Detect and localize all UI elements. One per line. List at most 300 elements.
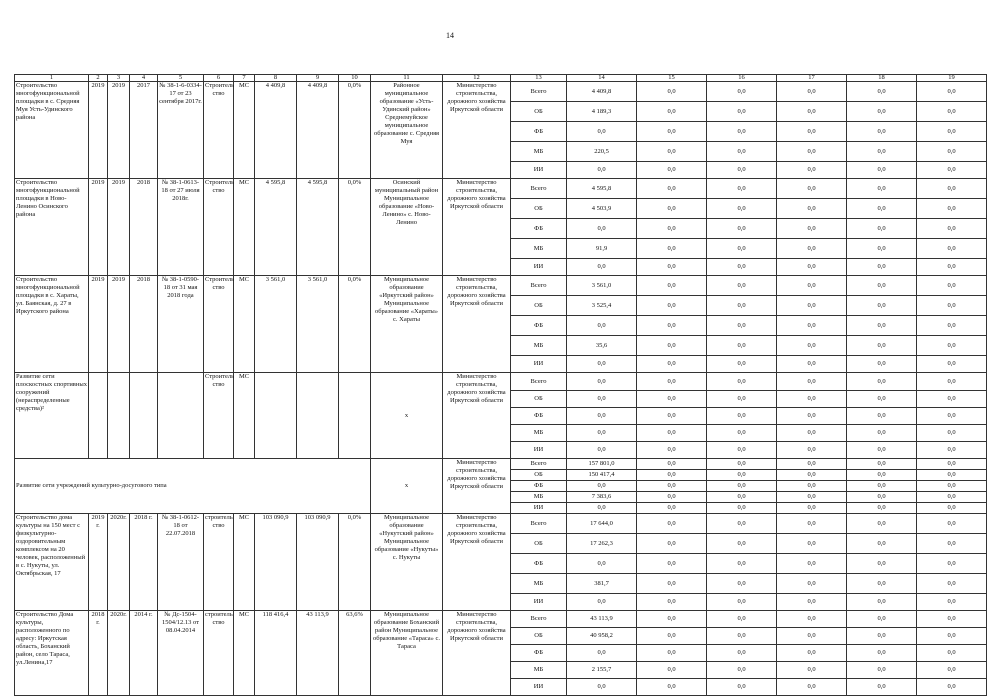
amount-col-14: 40 958,2 [567,628,637,645]
amount-col-17: 0,0 [777,373,847,391]
estimated-cost: 118 416,4 [255,611,297,696]
municipality: Муниципальное образование «Нукутский район» Муниципальное образование «Нукуты» с. Нукуты [371,514,443,611]
amount-col-19: 0,0 [917,645,987,662]
amount-col-19: 0,0 [917,142,987,162]
responsible-ministry: Министерство строительства, дорожного хозяйства Иркутской области [443,373,511,459]
amount-col-17: 0,0 [777,276,847,296]
amount-col-16: 0,0 [707,425,777,442]
amount-col-17: 0,0 [777,425,847,442]
table-row [15,82,987,102]
municipality: x [371,373,443,459]
column-number-12: 12 [443,75,511,82]
amount-col-19: 0,0 [917,316,987,336]
amount-col-19: 0,0 [917,594,987,611]
funding-source: МБ [511,425,567,442]
amount-col-17: 0,0 [777,408,847,425]
amount-col-14: 150 417,4 [567,470,637,481]
funding-source: ИИ [511,259,567,276]
amount-col-14: 220,5 [567,142,637,162]
column-number-14: 14 [567,75,637,82]
amount-col-14: 0,0 [567,259,637,276]
amount-col-19: 0,0 [917,179,987,199]
section-row [15,459,987,470]
column-number-13: 13 [511,75,567,82]
amount-col-17: 0,0 [777,628,847,645]
table-row [15,514,987,534]
amount-col-14: 4 409,8 [567,82,637,102]
amount-col-15: 0,0 [637,296,707,316]
start-year: 2019 [89,276,108,373]
amount-col-14: 0,0 [567,356,637,373]
amount-col-19: 0,0 [917,391,987,408]
amount-col-16: 0,0 [707,645,777,662]
amount-col-17: 0,0 [777,503,847,514]
responsible-ministry: Министерство строительства, дорожного хозяйства Иркутской области [443,276,511,373]
amount-col-15: 0,0 [637,336,707,356]
amount-col-19: 0,0 [917,470,987,481]
end-year: 2020г. [108,514,130,611]
municipality: x [371,459,443,514]
amount-col-14: 157 801,0 [567,459,637,470]
responsible-ministry: Министерство строительства, дорожного хозяйства Иркутской области [443,611,511,696]
start-year [89,373,108,459]
amount-col-16: 0,0 [707,442,777,459]
amount-col-18: 0,0 [847,459,917,470]
funding-source: ИИ [511,356,567,373]
amount-col-14: 7 383,6 [567,492,637,503]
responsible-ministry: Министерство строительства, дорожного хозяйства Иркутской области [443,179,511,276]
amount-col-19: 0,0 [917,408,987,425]
amount-col-17: 0,0 [777,179,847,199]
funding-source: ФБ [511,554,567,574]
amount-col-17: 0,0 [777,679,847,696]
amount-col-14: 4 503,9 [567,199,637,219]
start-year: 2019 [89,82,108,179]
funding-source: ОБ [511,391,567,408]
amount-col-16: 0,0 [707,459,777,470]
amount-col-15: 0,0 [637,276,707,296]
funding-source: ОБ [511,628,567,645]
amount-col-19: 0,0 [917,373,987,391]
amount-col-15: 0,0 [637,122,707,142]
amount-col-17: 0,0 [777,199,847,219]
ownership: МС [234,82,255,179]
object-name: Строительство многофункциональной площадки в Ново-Ленино Осинского района [15,179,89,276]
expertise-conclusion: № 38-1-0612-18 от 22.07.2018 [158,514,204,611]
amount-col-17: 0,0 [777,336,847,356]
amount-col-19: 0,0 [917,628,987,645]
column-number-18: 18 [847,75,917,82]
expertise-conclusion [158,373,204,459]
ownership: МС [234,514,255,611]
expertise-conclusion: № Дс-1504-1504/12.13 от 08.04.2014 [158,611,204,696]
amount-col-18: 0,0 [847,373,917,391]
work-type: строитель ство [204,611,234,696]
object-name: Строительство дома культуры на 150 мест с физкультурно-оздоровительным комплексом на 20 человек, расположенный в с. Нукуты, ул. Октябрьская, 17 [15,514,89,611]
amount-col-19: 0,0 [917,199,987,219]
column-number-11: 11 [371,75,443,82]
object-name: Строительство Дома культуры, расположенного по адресу: Иркутская область, Боханский район, село Тараса, ул.Ленина,17 [15,611,89,696]
amount-col-15: 0,0 [637,82,707,102]
amount-col-15: 0,0 [637,611,707,628]
amount-col-18: 0,0 [847,534,917,554]
remaining-cost: 103 090,9 [297,514,339,611]
work-type: Строитель ство [204,373,234,459]
column-number-7: 7 [234,75,255,82]
estimated-cost: 103 090,9 [255,514,297,611]
amount-col-16: 0,0 [707,82,777,102]
amount-col-14: 17 644,0 [567,514,637,534]
amount-col-18: 0,0 [847,102,917,122]
amount-col-19: 0,0 [917,481,987,492]
header-row [15,75,987,82]
amount-col-14: 381,7 [567,574,637,594]
amount-col-17: 0,0 [777,142,847,162]
funding-source: ОБ [511,534,567,554]
amount-col-15: 0,0 [637,492,707,503]
funding-source: Всего [511,514,567,534]
start-year: 2019 [89,179,108,276]
amount-col-15: 0,0 [637,425,707,442]
amount-col-16: 0,0 [707,276,777,296]
start-year: 2019 г. [89,514,108,611]
readiness-percent: 0,0% [339,82,371,179]
amount-col-19: 0,0 [917,554,987,574]
amount-col-18: 0,0 [847,662,917,679]
estimated-cost: 4 595,8 [255,179,297,276]
amount-col-16: 0,0 [707,481,777,492]
page-number: 14 [446,31,454,40]
amount-col-14: 0,0 [567,391,637,408]
amount-col-19: 0,0 [917,82,987,102]
funding-source: МБ [511,239,567,259]
funding-source: МБ [511,574,567,594]
amount-col-17: 0,0 [777,514,847,534]
amount-col-16: 0,0 [707,503,777,514]
section-title: Развитие сети учреждений культурно-досугового типа [15,459,371,514]
work-type: строитель ство [204,514,234,611]
amount-col-14: 0,0 [567,316,637,336]
end-year: 2019 [108,179,130,276]
amount-col-14: 91,9 [567,239,637,259]
amount-col-17: 0,0 [777,102,847,122]
responsible-ministry: Министерство строительства, дорожного хозяйства Иркутской области [443,459,511,514]
amount-col-18: 0,0 [847,503,917,514]
amount-col-14: 0,0 [567,554,637,574]
amount-col-16: 0,0 [707,199,777,219]
amount-col-15: 0,0 [637,199,707,219]
amount-col-17: 0,0 [777,574,847,594]
estimated-cost [255,373,297,459]
column-number-4: 4 [130,75,158,82]
amount-col-14: 35,6 [567,336,637,356]
column-number-9: 9 [297,75,339,82]
design-year: 2018 [130,276,158,373]
amount-col-16: 0,0 [707,534,777,554]
amount-col-16: 0,0 [707,162,777,179]
amount-col-19: 0,0 [917,492,987,503]
amount-col-15: 0,0 [637,481,707,492]
amount-col-15: 0,0 [637,679,707,696]
work-type: Строитель ство [204,82,234,179]
amount-col-18: 0,0 [847,470,917,481]
amount-col-15: 0,0 [637,408,707,425]
object-name: Строительство многофункциональной площадки в с. Хараты, ул. Баянская, д. 27 в Иркутского района [15,276,89,373]
amount-col-16: 0,0 [707,336,777,356]
funding-source: ОБ [511,470,567,481]
amount-col-14: 0,0 [567,679,637,696]
amount-col-14: 3 561,0 [567,276,637,296]
amount-col-16: 0,0 [707,142,777,162]
object-name: Строительство многофункциональной площадки в с. Средняя Муя Усть-Удинского района [15,82,89,179]
amount-col-19: 0,0 [917,611,987,628]
funding-source: МБ [511,142,567,162]
amount-col-18: 0,0 [847,142,917,162]
amount-col-16: 0,0 [707,574,777,594]
amount-col-15: 0,0 [637,102,707,122]
amount-col-19: 0,0 [917,122,987,142]
amount-col-16: 0,0 [707,219,777,239]
amount-col-18: 0,0 [847,316,917,336]
amount-col-14: 0,0 [567,645,637,662]
municipality: Муниципальное образование «Иркутский район» Муниципальное образование «Хараты» с. Хараты [371,276,443,373]
amount-col-14: 0,0 [567,373,637,391]
funding-source: ФБ [511,122,567,142]
amount-col-15: 0,0 [637,316,707,336]
amount-col-19: 0,0 [917,442,987,459]
amount-col-17: 0,0 [777,122,847,142]
amount-col-18: 0,0 [847,259,917,276]
funding-source: ОБ [511,102,567,122]
amount-col-15: 0,0 [637,391,707,408]
column-number-2: 2 [89,75,108,82]
amount-col-16: 0,0 [707,554,777,574]
funding-source: ФБ [511,219,567,239]
amount-col-16: 0,0 [707,662,777,679]
table-row [15,611,987,628]
amount-col-15: 0,0 [637,554,707,574]
amount-col-17: 0,0 [777,492,847,503]
amount-col-17: 0,0 [777,594,847,611]
remaining-cost: 43 113,9 [297,611,339,696]
amount-col-15: 0,0 [637,514,707,534]
amount-col-19: 0,0 [917,239,987,259]
amount-col-17: 0,0 [777,162,847,179]
amount-col-17: 0,0 [777,219,847,239]
funding-source: ФБ [511,316,567,336]
amount-col-15: 0,0 [637,259,707,276]
column-number-10: 10 [339,75,371,82]
estimated-cost: 3 561,0 [255,276,297,373]
amount-col-18: 0,0 [847,492,917,503]
table-row [15,373,987,391]
funding-source: ФБ [511,645,567,662]
end-year [108,373,130,459]
amount-col-16: 0,0 [707,679,777,696]
amount-col-15: 0,0 [637,534,707,554]
amount-col-15: 0,0 [637,219,707,239]
readiness-percent: 0,0% [339,179,371,276]
expertise-conclusion: № 38-1-0613-18 от 27 июля 2018г. [158,179,204,276]
amount-col-14: 0,0 [567,481,637,492]
amount-col-14: 4 595,8 [567,179,637,199]
amount-col-16: 0,0 [707,408,777,425]
amount-col-18: 0,0 [847,162,917,179]
amount-col-19: 0,0 [917,162,987,179]
design-year: 2017 [130,82,158,179]
ownership: МС [234,373,255,459]
amount-col-17: 0,0 [777,442,847,459]
end-year: 2019 [108,276,130,373]
remaining-cost: 4 409,8 [297,82,339,179]
amount-col-14: 0,0 [567,442,637,459]
end-year: 2019 [108,82,130,179]
municipality: Муниципальное образование Боханский район Муниципальное образование «Тараса» с. Тараса [371,611,443,696]
amount-col-18: 0,0 [847,356,917,373]
amount-col-15: 0,0 [637,373,707,391]
amount-col-18: 0,0 [847,628,917,645]
amount-col-18: 0,0 [847,574,917,594]
readiness-percent: 0,0% [339,514,371,611]
responsible-ministry: Министерство строительства, дорожного хозяйства Иркутской области [443,514,511,611]
amount-col-15: 0,0 [637,162,707,179]
column-number-17: 17 [777,75,847,82]
table-row [15,179,987,199]
amount-col-18: 0,0 [847,391,917,408]
amount-col-19: 0,0 [917,102,987,122]
amount-col-19: 0,0 [917,679,987,696]
amount-col-15: 0,0 [637,574,707,594]
funding-source: МБ [511,662,567,679]
amount-col-18: 0,0 [847,82,917,102]
amount-col-19: 0,0 [917,259,987,276]
municipality: Осинский муниципальный район Муниципальное образование «Ново-Ленино» с. Ново-Ленино [371,179,443,276]
amount-col-17: 0,0 [777,296,847,316]
funding-source: ФБ [511,481,567,492]
start-year: 2018 г. [89,611,108,696]
expertise-conclusion: № 38-1-0590-18 от 31 мая 2018 года [158,276,204,373]
amount-col-15: 0,0 [637,470,707,481]
amount-col-14: 17 262,3 [567,534,637,554]
amount-col-16: 0,0 [707,239,777,259]
amount-col-17: 0,0 [777,470,847,481]
funding-source: ИИ [511,442,567,459]
amount-col-19: 0,0 [917,503,987,514]
amount-col-15: 0,0 [637,628,707,645]
amount-col-16: 0,0 [707,356,777,373]
amount-col-16: 0,0 [707,470,777,481]
amount-col-18: 0,0 [847,645,917,662]
readiness-percent [339,373,371,459]
column-number-8: 8 [255,75,297,82]
amount-col-18: 0,0 [847,276,917,296]
amount-col-17: 0,0 [777,645,847,662]
amount-col-15: 0,0 [637,459,707,470]
amount-col-16: 0,0 [707,514,777,534]
amount-col-16: 0,0 [707,259,777,276]
amount-col-15: 0,0 [637,356,707,373]
readiness-percent: 0,0% [339,276,371,373]
expertise-conclusion: № 38-1-6-0334-17 от 23 сентября 2017г. [158,82,204,179]
amount-col-17: 0,0 [777,611,847,628]
amount-col-16: 0,0 [707,296,777,316]
amount-col-18: 0,0 [847,481,917,492]
amount-col-15: 0,0 [637,662,707,679]
amount-col-18: 0,0 [847,594,917,611]
work-type: Строитель ство [204,276,234,373]
funding-source: МБ [511,492,567,503]
amount-col-16: 0,0 [707,391,777,408]
ownership: МС [234,179,255,276]
amount-col-16: 0,0 [707,179,777,199]
funding-source: ФБ [511,408,567,425]
estimated-cost: 4 409,8 [255,82,297,179]
amount-col-15: 0,0 [637,503,707,514]
amount-col-16: 0,0 [707,611,777,628]
amount-col-18: 0,0 [847,239,917,259]
amount-col-19: 0,0 [917,459,987,470]
amount-col-16: 0,0 [707,594,777,611]
investment-table [14,74,987,696]
remaining-cost [297,373,339,459]
funding-source: ОБ [511,296,567,316]
amount-col-19: 0,0 [917,514,987,534]
column-number-3: 3 [108,75,130,82]
design-year: 2018 [130,179,158,276]
funding-source: Всего [511,611,567,628]
column-number-16: 16 [707,75,777,82]
column-number-15: 15 [637,75,707,82]
amount-col-19: 0,0 [917,662,987,679]
amount-col-17: 0,0 [777,82,847,102]
amount-col-18: 0,0 [847,425,917,442]
column-number-1: 1 [15,75,89,82]
amount-col-19: 0,0 [917,425,987,442]
amount-col-17: 0,0 [777,356,847,373]
amount-col-16: 0,0 [707,122,777,142]
amount-col-14: 0,0 [567,425,637,442]
column-number-6: 6 [204,75,234,82]
table-row [15,276,987,296]
amount-col-17: 0,0 [777,316,847,336]
amount-col-19: 0,0 [917,276,987,296]
design-year: 2014 г. [130,611,158,696]
amount-col-18: 0,0 [847,679,917,696]
amount-col-18: 0,0 [847,219,917,239]
amount-col-15: 0,0 [637,594,707,611]
amount-col-16: 0,0 [707,492,777,503]
amount-col-14: 0,0 [567,503,637,514]
amount-col-15: 0,0 [637,142,707,162]
amount-col-18: 0,0 [847,179,917,199]
amount-col-14: 3 525,4 [567,296,637,316]
amount-col-18: 0,0 [847,122,917,142]
amount-col-18: 0,0 [847,199,917,219]
amount-col-19: 0,0 [917,356,987,373]
amount-col-17: 0,0 [777,534,847,554]
readiness-percent: 63,6% [339,611,371,696]
amount-col-15: 0,0 [637,179,707,199]
amount-col-17: 0,0 [777,259,847,276]
amount-col-19: 0,0 [917,296,987,316]
funding-source: Всего [511,373,567,391]
amount-col-14: 2 155,7 [567,662,637,679]
work-type: Строитель ство [204,179,234,276]
amount-col-14: 4 189,3 [567,102,637,122]
funding-source: Всего [511,459,567,470]
funding-source: Всего [511,276,567,296]
amount-col-18: 0,0 [847,442,917,459]
